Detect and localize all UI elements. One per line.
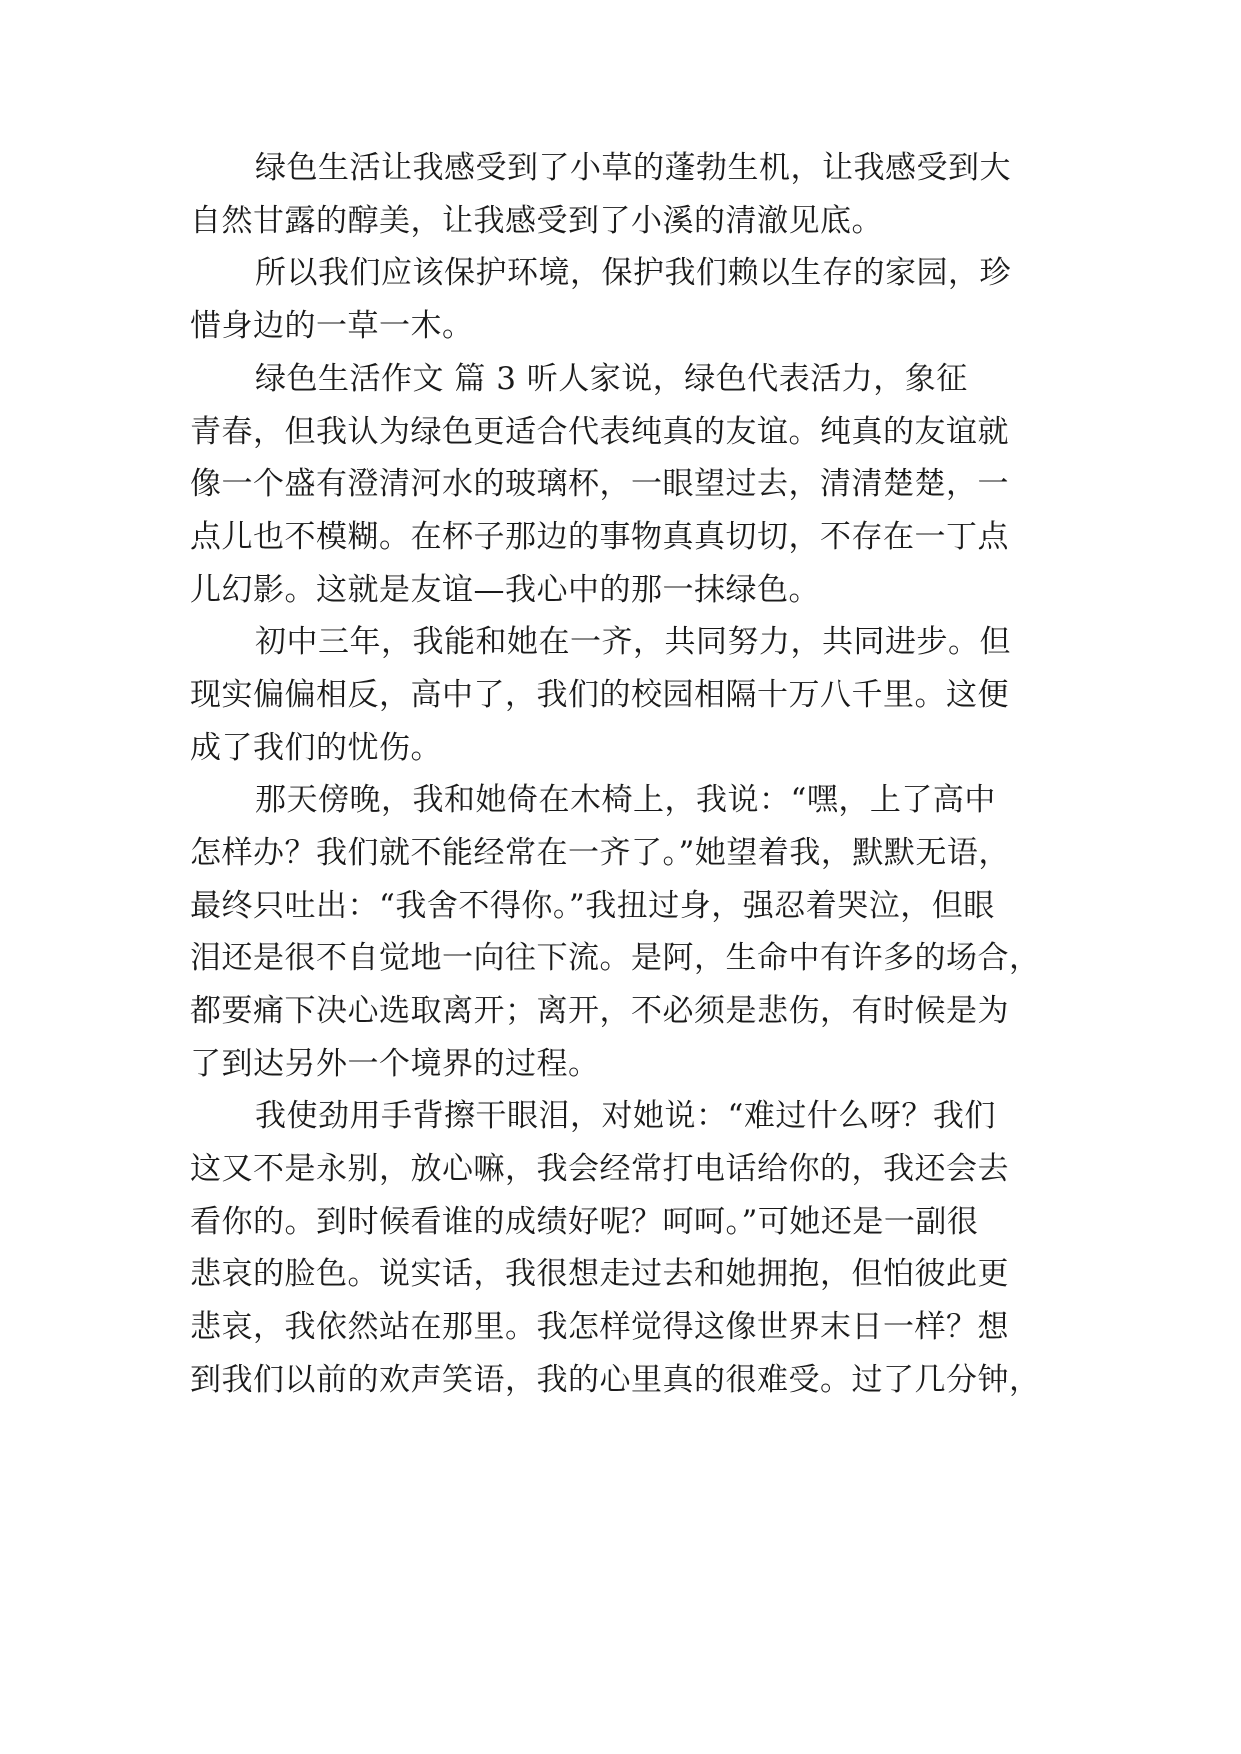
text-line: 儿幻影。这就是友谊—我心中的那一抹绿色。 bbox=[190, 572, 820, 608]
section-heading-line: 绿色生活作文 篇 3 听人家说，绿色代表活力，象征 bbox=[255, 361, 968, 397]
text-line: 惜身边的一草一木。 bbox=[190, 308, 474, 344]
text-line: 我使劲用手背擦干眼泪，对她说：“难过什么呀？我们 bbox=[255, 1098, 996, 1134]
text-line: 看你的。到时候看谁的成绩好呢？呵呵。”可她还是一副很 bbox=[190, 1204, 979, 1240]
text-line: 点儿也不模糊。在杯子那边的事物真真切切，不存在一丁点 bbox=[190, 519, 1009, 555]
text-line: 这又不是永别，放心嘛，我会经常打电话给你的，我还会去 bbox=[190, 1151, 1009, 1187]
text-line: 都要痛下决心选取离开；离开，不必须是悲伤，有时候是为 bbox=[190, 993, 1009, 1029]
text-line: 初中三年，我能和她在一齐，共同努力，共同进步。但 bbox=[255, 624, 1011, 660]
text-line: 泪还是很不自觉地一向往下流。是阿，生命中有许多的场合， bbox=[190, 940, 1041, 976]
text-line: 现实偏偏相反，高中了，我们的校园相隔十万八千里。这便 bbox=[190, 677, 1009, 713]
text-line: 到我们以前的欢声笑语，我的心里真的很难受。过了几分钟， bbox=[190, 1362, 1041, 1398]
text-line: 自然甘露的醇美，让我感受到了小溪的清澈见底。 bbox=[190, 203, 883, 239]
text-line: 最终只吐出：“我舍不得你。”我扭过身，强忍着哭泣，但眼 bbox=[190, 888, 995, 924]
text-line: 悲哀的脸色。说实话，我很想走过去和她拥抱，但怕彼此更 bbox=[190, 1256, 1009, 1292]
text-line: 那天傍晚，我和她倚在木椅上，我说：“嘿，上了高中 bbox=[255, 782, 996, 818]
text-line: 悲哀，我依然站在那里。我怎样觉得这像世界末日一样？想 bbox=[190, 1309, 1009, 1345]
text-line: 成了我们的忧伤。 bbox=[190, 730, 442, 766]
text-line: 像一个盛有澄清河水的玻璃杯，一眼望过去，清清楚楚，一 bbox=[190, 466, 1009, 502]
text-line: 绿色生活让我感受到了小草的蓬勃生机，让我感受到大 bbox=[255, 150, 1011, 186]
text-line: 所以我们应该保护环境，保护我们赖以生存的家园，珍 bbox=[255, 255, 1011, 291]
text-line: 怎样办？我们就不能经常在一齐了。”她望着我，默默无语， bbox=[190, 835, 1010, 871]
text-line: 青春，但我认为绿色更适合代表纯真的友谊。纯真的友谊就 bbox=[190, 414, 1009, 450]
text-line: 了到达另外一个境界的过程。 bbox=[190, 1046, 600, 1082]
